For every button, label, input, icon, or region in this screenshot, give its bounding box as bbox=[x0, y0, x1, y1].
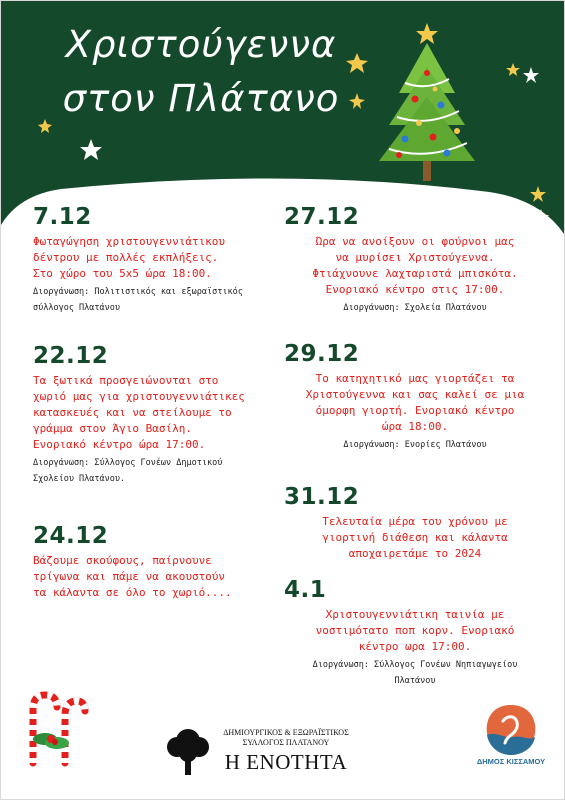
event-organizer: Διοργάνωση: Σύλλογος Γονέων Δημοτικού Σχολείου Πλατάνου. bbox=[33, 458, 223, 484]
association-name: Η ΕΝΟΤΗΤΑ bbox=[224, 750, 348, 774]
event-description: Τελευταία μέρα του χρόνου με γιορτινή διάθεση και κάλαντα αποχαιρετάμε το 2024 bbox=[322, 515, 508, 560]
event-24-12 bbox=[33, 523, 288, 601]
title-line-1: Χριστούγεννα bbox=[65, 23, 337, 66]
event-description: Φωταγώγηση χριστουγεννιάτικου δέντρου με πολλές εκπλήξεις. Στο χώρο του 5x5 ώρα 18:00. bbox=[33, 235, 226, 280]
event-date: 24.12 bbox=[33, 523, 109, 549]
event-description: Χριστουγεννιάτικη ταινία με νοστιμότατο ποπ κορν. Ενοριακό κέντρο ωρα 17:00. bbox=[315, 608, 515, 653]
event-organizer: Διοργάνωση: Σχολεία Πλατάνου bbox=[343, 303, 487, 313]
event-description: Βάζουμε σκούφους, παίρνουνε τρίγωνα και πάμε να ακουστούν τα κάλαντα σε όλο το χωριό.... bbox=[33, 554, 232, 599]
event-organizer: Διοργάνωση: Ενορίες Πλατάνου bbox=[343, 440, 487, 450]
event-date: 7.12 bbox=[33, 204, 92, 230]
municipality-logo-icon bbox=[479, 701, 543, 757]
municipality-label: ΔΗΜΟΣ ΚΙΣΣΑΜΟΥ bbox=[476, 757, 546, 766]
candy-cane-icon bbox=[15, 687, 89, 767]
event-4-1 bbox=[284, 577, 546, 689]
event-description: Το κατηχητικό μας γιορτάζει τα Χριστούγεννα και σας καλεί σε μια όμορφη γιορτή. Ενοριακό κέντρο ώρα 18:00. bbox=[305, 372, 525, 433]
event-27-12 bbox=[284, 204, 546, 316]
event-date: 27.12 bbox=[284, 204, 360, 230]
event-date: 4.1 bbox=[284, 577, 327, 603]
association-line-1: ΔΗΜΙΟΥΡΓΙΚΟΣ & ΕΞΩΡΑΪΣΤΙΚΟΣ bbox=[223, 728, 349, 737]
event-description: Τα ξωτικά προσγειώνονται στο χωριό μας για χριστουγεννιάτικες κατασκευές και να στείλουμε το γράμμα στον Άγιο Βασίλη. Ενοριακό κέντρο ώρα 17:00. bbox=[33, 374, 245, 451]
tree-logo-icon bbox=[165, 725, 211, 777]
event-organizer: Διοργάνωση: Σύλλογος Γονέων Νηπιαγωγείου Πλατάνου bbox=[312, 660, 518, 686]
event-22-12 bbox=[33, 343, 288, 487]
event-date: 22.12 bbox=[33, 343, 109, 369]
association-line-2: ΣΥΛΛΟΓΟΣ ΠΛΑΤΑΝΟΥ bbox=[242, 738, 330, 747]
event-31-12 bbox=[284, 484, 546, 562]
event-date: 31.12 bbox=[284, 484, 360, 510]
event-organizer: Διοργάνωση: Πολιτιστικός και εξωραϊστικός σύλλογος Πλατάνου bbox=[33, 287, 243, 313]
event-7-12 bbox=[33, 204, 288, 316]
title-line-2: στον Πλάτανο bbox=[62, 77, 340, 120]
event-29-12 bbox=[284, 341, 546, 453]
event-date: 29.12 bbox=[284, 341, 360, 367]
event-description: Ώρα να ανοίξουν οι φούρνοι μας να μυρίσει Χριστούγεννα. Φτιάχνουνε λαχταριστά μπισκότα. Ενοριακό κέντρο στις 17:00. bbox=[312, 235, 518, 296]
